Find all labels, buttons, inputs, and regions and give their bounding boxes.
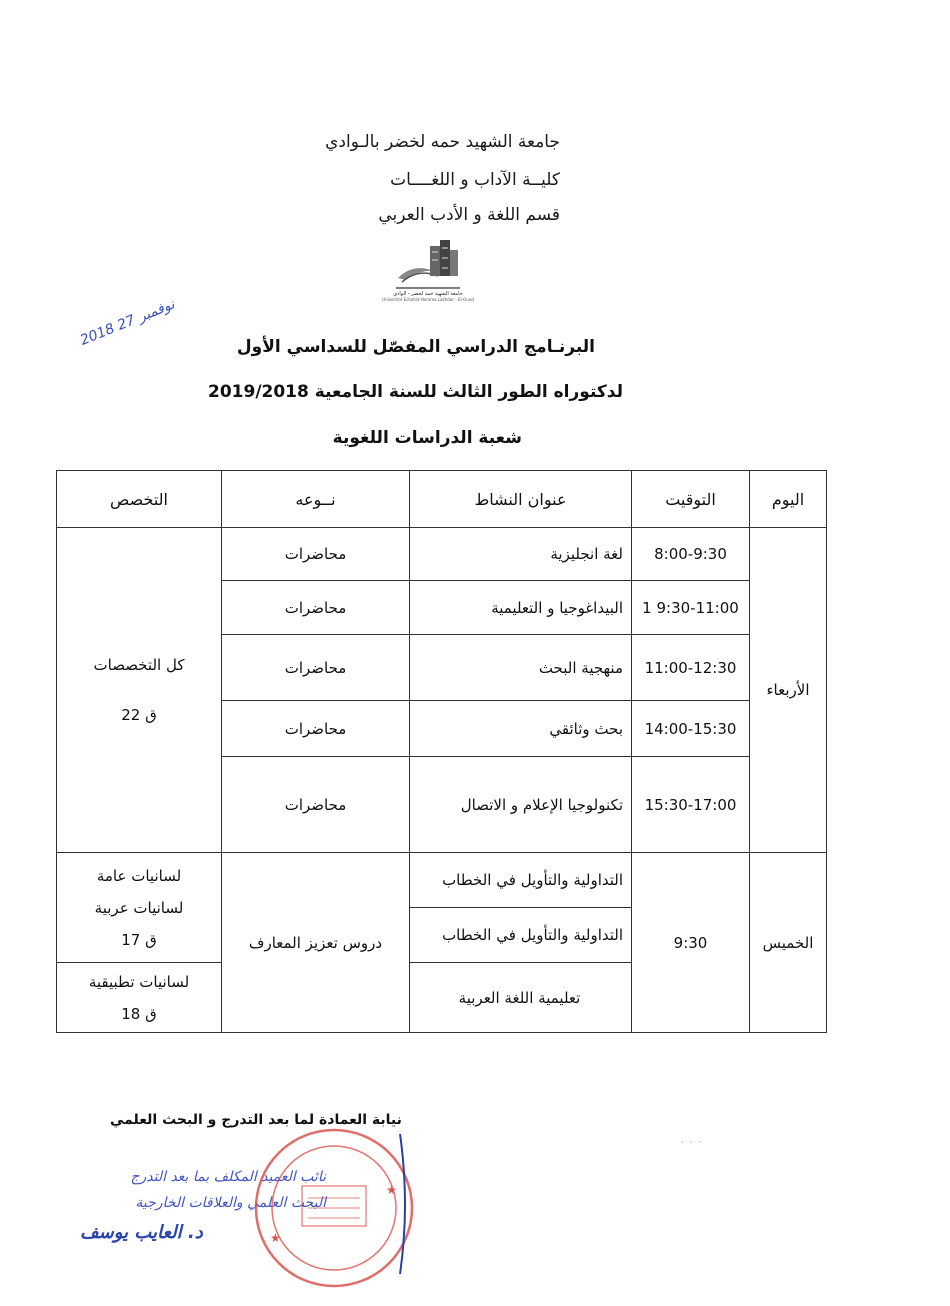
activity-cell: منهجية البحث (410, 635, 632, 701)
header-type: نــوعه (222, 471, 410, 528)
specialty-thursday-a (57, 853, 222, 963)
specialty-label: لسانيات عربية (94, 898, 184, 917)
svg-text:★: ★ (270, 1231, 281, 1245)
activity-cell: تكنولوجيا الإعلام و الاتصال (410, 757, 632, 853)
stamp-line2: البحث العلمي والعلاقات الخارجية (135, 1195, 326, 1211)
time-cell: 8:00-9:30 (632, 528, 750, 581)
university-name: جامعة الشهيد حمه لخضر بالـوادي (325, 132, 560, 152)
department-name: قسم اللغة و الأدب العربي (378, 205, 560, 225)
logo-caption: جامعة الشهيد حمه لخضر - الوادي (393, 291, 463, 297)
activity-cell: بحث وثائقي (410, 701, 632, 757)
schedule-table (56, 470, 827, 1033)
university-logo-icon (382, 232, 474, 304)
activity-cell: التداولية والتأويل في الخطاب (410, 853, 632, 908)
signature-title: نيابة العمادة لما بعد التدرج و البحث العلمي (110, 1112, 402, 1128)
type-cell: محاضرات (222, 581, 410, 635)
day-thursday: الخميس (750, 853, 827, 1033)
branch-title: شعبة الدراسات اللغوية (332, 428, 522, 448)
official-seal-icon (250, 1124, 418, 1292)
table-header-row (57, 471, 827, 528)
type-cell: محاضرات (222, 701, 410, 757)
type-cell: محاضرات (222, 757, 410, 853)
activity-cell: البيداغوجيا و التعليمية (410, 581, 632, 635)
program-title: البرنـامج الدراسي المفصّل للسداسي الأول (236, 337, 595, 357)
activity-cell: لغة انجليزية (410, 528, 632, 581)
time-cell: 14:00-15:30 (632, 701, 750, 757)
program-subtitle: لدكتوراه الطور الثالث للسنة الجامعية 2019/2018 (208, 382, 623, 402)
faculty-name: كليــة الآداب و اللغــــات (390, 170, 560, 190)
room-label: ق 22 (121, 706, 157, 724)
specialty-label: لسانيات عامة (96, 866, 182, 885)
type-cell-thursday: دروس تعزيز المعارف (222, 853, 410, 1033)
time-cell: 15:30-17:00 (632, 757, 750, 853)
faint-mark: · · · (680, 1135, 703, 1151)
date-stamp: 2018 نوفمبر 27 (78, 296, 177, 349)
time-cell: 9:30-11:00 1 (632, 581, 750, 635)
time-cell-thursday: 9:30 (632, 853, 750, 1033)
signatory-name: د. العايب يوسف (80, 1222, 203, 1243)
table-row (57, 528, 827, 581)
type-cell: محاضرات (222, 528, 410, 581)
room-label: ق 17 (121, 930, 157, 949)
specialty-label: كل التخصصات (93, 656, 185, 674)
activity-cell: التداولية والتأويل في الخطاب (410, 908, 632, 963)
time-cell: 11:00-12:30 (632, 635, 750, 701)
specialty-wednesday (57, 528, 222, 853)
activity-cell: تعليمية اللغة العربية (410, 963, 632, 1033)
svg-text:★: ★ (386, 1183, 397, 1197)
stamp-line1: نائب العميد المكلف بما بعد التدرج (130, 1169, 326, 1185)
specialty-label: لسانيات تطبيقية (88, 972, 190, 991)
header-day: اليوم (750, 471, 827, 528)
room-label: ق 18 (121, 1004, 157, 1023)
specialty-thursday-b (57, 963, 222, 1033)
table-row (57, 853, 827, 908)
logo-caption-latin: Université Echahid Hamma Lakhdar - El-Oued (382, 297, 474, 302)
day-wednesday: الأربعاء (750, 528, 827, 853)
header-specialty: التخصص (57, 471, 222, 528)
type-cell: محاضرات (222, 635, 410, 701)
header-activity: عنوان النشاط (410, 471, 632, 528)
header-time: التوقيت (632, 471, 750, 528)
